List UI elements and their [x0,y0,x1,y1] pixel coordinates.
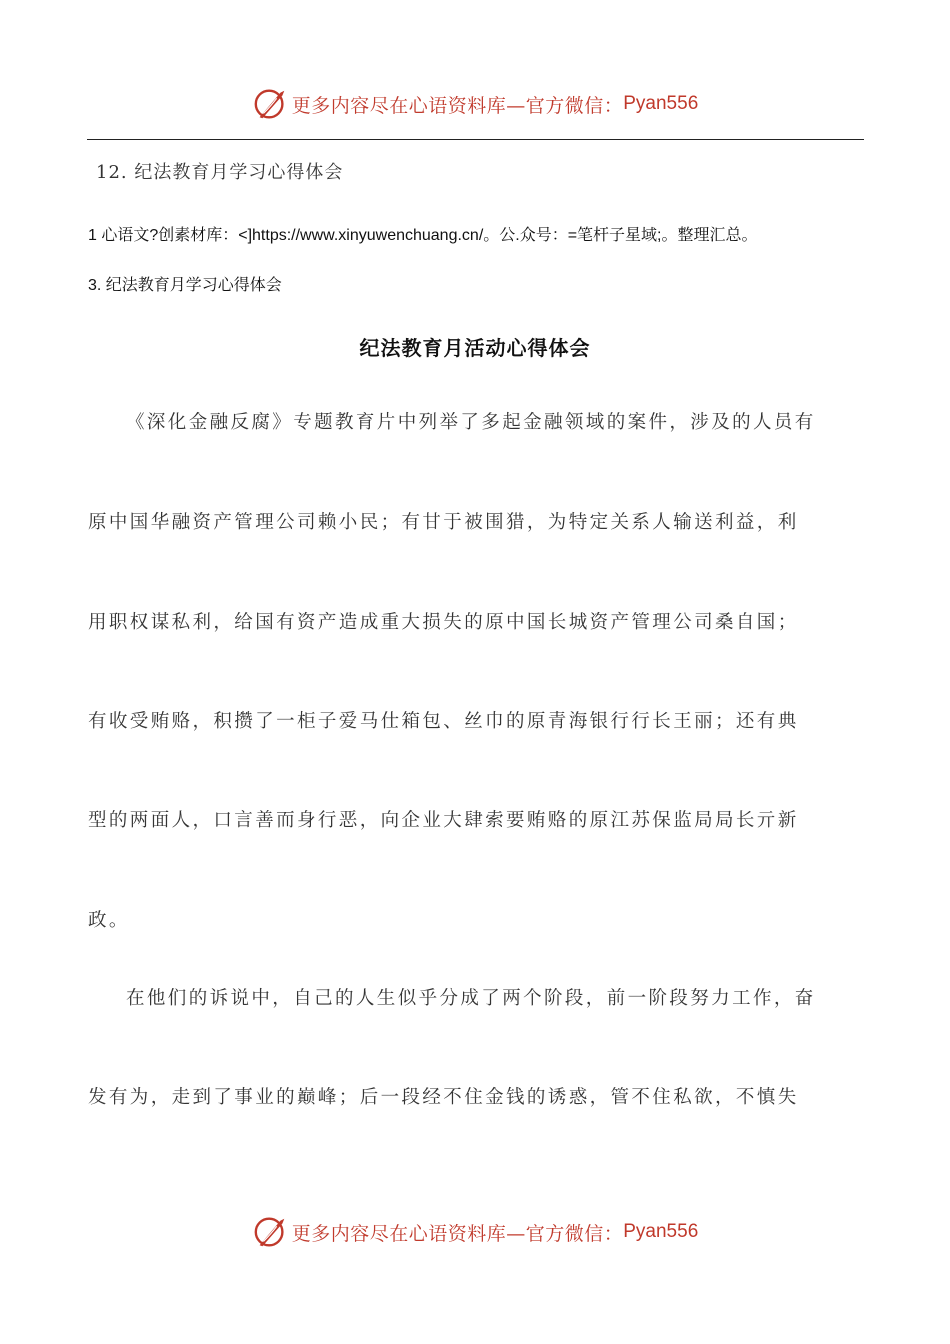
footer-banner-wechat-id: Pyan556 [623,1221,699,1242]
sub-heading: 3. 纪法教育月学习心得体会 [88,277,282,294]
body-line: 在他们的诉说中，自己的人生似乎分成了两个阶段，前一阶段努力工作，奋 [126,988,816,1009]
quill-pen-logo-icon [252,85,290,123]
header-divider [87,139,864,140]
body-line: 用职权谋私利，给国有资产造成重大损失的原中国长城资产管理公司桑自国； [88,612,799,633]
header-banner [0,84,950,124]
body-line: 原中国华融资产管理公司赖小民；有甘于被围猎，为特定关系人输送利益，利 [88,512,799,533]
body-line: 发有为，走到了事业的巅峰；后一段经不住金钱的诱惑，管不住私欲，不慎失 [88,1087,799,1108]
banner-text: 更多内容尽在心语资料库—官方微信： [291,94,624,117]
section-heading: 12. 纪法教育月学习心得体会 [96,162,344,183]
body-line: 有收受贿赂，积攒了一柜子爱马仕箱包、丝巾的原青海银行行长王丽；还有典 [88,711,799,732]
source-line: 1 心语文?创素材库：<]https://www.xinyuwenchuang.cn/。公.众号：=笔杆子星域;。整理汇总。 [88,227,758,244]
body-line: 政。 [88,910,130,931]
banner-wechat-id: Pyan556 [623,93,699,114]
body-line: 型的两面人，口言善而身行恶，向企业大肆索要贿赂的原江苏保监局局长亓新 [88,810,799,831]
body-line: 《深化金融反腐》专题教育片中列举了多起金融领域的案件，涉及的人员有 [126,412,816,433]
quill-pen-logo-icon [252,1213,290,1251]
document-title: 纪法教育月活动心得体会 [359,336,591,360]
footer-banner-text: 更多内容尽在心语资料库—官方微信： [291,1222,624,1245]
footer-banner [0,1212,950,1252]
